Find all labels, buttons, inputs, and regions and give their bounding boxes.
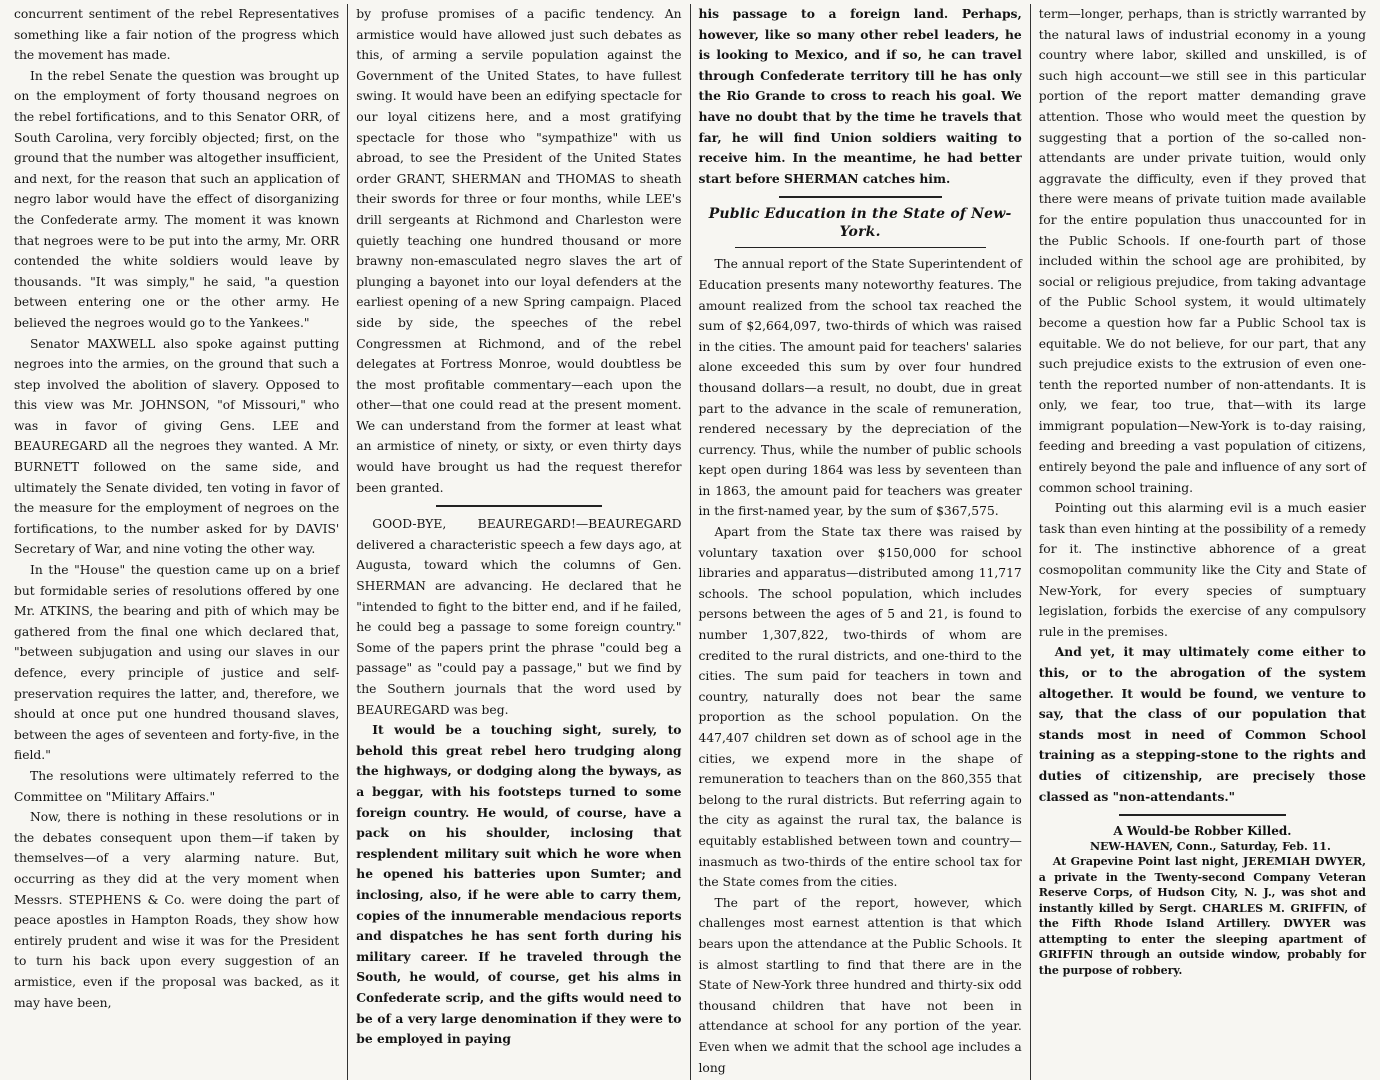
column-4	[1031, 4, 1374, 1080]
paragraph: The annual report of the State Superintendent of Education presents many noteworthy features. The amount realized from the school tax reached the sum of $2,664,097, two-thirds of which was raised in the cities. The amount paid for teachers' salaries alone exceeded this sum by over four hundred thousand dollars—a result, no doubt, due in great part to the advance in the scale of remuneration, rendered necessary by the depreciation of the currency. Thus, while the number of public schools kept open during 1864 was less by seventeen than in 1863, the amount paid for teachers was greater in the first-named year, by the sum of $367,575.	[698, 257, 1022, 519]
column-2	[348, 4, 689, 1080]
section-divider	[779, 196, 942, 198]
paragraph: by profuse promises of a pacific tendency. An armistice would have allowed just such debates as this, of arming a servile population against the Government of the United States, to have fullest swing. It would have been an edifying spectacle for our loyal citizens here, and a most gratifying spectacle for those who "sympathize" with us abroad, to see the President of the United States order GRANT, SHERMAN and THOMAS to sheath their swords for three or four months, while LEE's drill sergeants at Richmond and Charleston were quietly teaching one hundred thousand or more brawny non-emasculated negro slaves the art of plunging a bayonet into our loyal defenders at the earliest opening of a new Spring campaign. Placed side by side, the speeches of the rebel Congressmen at Richmond, and of the rebel delegates at Fortress Monroe, would doubtless be the most profitable commentary—each upon the other—that one could read at the present moment. We can understand from the former at least what an armistice of ninety, or sixty, or even thirty days would have brought us had the request therefor been granted.	[356, 7, 682, 495]
heading-rule	[735, 247, 986, 248]
section-divider	[436, 505, 601, 507]
paragraph: The resolutions were ultimately referred to the Committee on "Military Affairs."	[14, 768, 340, 804]
section-divider	[1119, 814, 1286, 816]
paragraph: term—longer, perhaps, than is strictly warranted by the natural laws of industrial economy in a young country where labor, skilled and unskilled, is of such high account—we still see in this particular portion of the report matter demanding grave attention. Those who would meet the question by suggesting that a portion of the so-called non-attendants are under private tuition, would only aggravate the difficulty, even if they proved that there were means of private tuition made available for the entire population thus unaccounted for in the Public Schools. If one-fourth part of those included within the school age are prohibited, by social or religious prejudice, from taking advantage of the Public School system, it would ultimately become a question how far a Public School tax is equitable. We do not believe, for our part, that any such prejudice exists to the extrusion of even one-tenth the reported number of non-attendants. It is only, we fear, too true, that—with its large immigrant population—New-York is to-day raising, feeding and breeding a vast population of citizens, entirely beyond the pale and influence of any sort of common school training.	[1038, 7, 1366, 495]
paragraph: Apart from the State tax there was raised by voluntary taxation over $150,000 for school libraries and apparatus—distributed among 11,717 schools. The school population, which includes persons between the ages of 5 and 21, is found to number 1,307,822, two-thirds of whom are credited to the rural districts, and one-third to the cities. The sum paid for teachers in town and country, naturally does not bear the same proportion as the school population. On the 447,407 children set down as of school age in the cities, we expend more in the shape of remuneration to teachers than on the 860,355 that belong to the rural districts. But referring again to the city as against the rural tax, the balance is equitably established between town and country—inasmuch as two-thirds of the entire school tax for the State comes from the cities.	[698, 525, 1022, 890]
bold-section	[1039, 642, 1366, 807]
bold-section	[699, 4, 1022, 189]
paragraph: At Grapevine Point last night, JEREMIAH DWYER, a private in the Twenty-second Company Veteran Reserve Corps, of Hudson City, N. J., was shot and instantly killed by Sergt. CHARLES M. GRIFFIN, of the Fifth Rhode Island Artillery. DWYER was attempting to enter the sleeping apartment of GRIFFIN through an outside window, probably for the purpose of robbery.	[1038, 855, 1366, 977]
paragraph: concurrent sentiment of the rebel Representatives something like a fair notion of the progress which the movement has made.	[14, 7, 340, 63]
column-3	[691, 4, 1030, 1080]
paragraph: GOOD-BYE, BEAUREGARD!—BEAUREGARD delivered a characteristic speech a few days ago, at Augusta, toward which the columns of Gen. SHERMAN are advancing. He declared that he "intended to fight to the bitter end, and if he failed, he could beg a passage to some foreign country." Some of the papers print the phrase "could beg a passage" as "could pay a passage," but we find by the Southern journals that the word used by BEAUREGARD was beg.	[356, 517, 682, 717]
small-print-section	[1039, 854, 1366, 978]
bold-section	[356, 720, 681, 1050]
article-heading: Public Education in the State of New-York.	[708, 206, 1012, 241]
dateline: NEW-HAVEN, Conn., Saturday, Feb. 11.	[1089, 840, 1331, 854]
paragraph: In the "House" the question came up on a brief but formidable series of resolutions offered by one Mr. ATKINS, the bearing and pith of which may be gathered from the final one which declared that, "between subjugation and using our slaves in our defence, every principle of justice and self-preservation requires the latter, and, therefore, we should at once put one hundred thousand slaves, between the ages of seventeen and forty-five, in the field."	[14, 563, 340, 763]
paragraph: his passage to a foreign land. Perhaps, however, like so many other rebel leaders, he is looking to Mexico, and if so, he can travel through Confederate territory till he has only the Rio Grande to cross to reach his goal. We have no doubt that by the time he travels that far, he will find Union soldiers waiting to receive him. In the meantime, he had better start before SHERMAN catches him.	[698, 6, 1022, 186]
paragraph: Pointing out this alarming evil is a much easier task than even hinting at the possibility of a remedy for it. The instinctive abhorence of a great cosmopolitan community like the City and State of New-York, for every species of sumptuary legislation, forbids the exercise of any compulsory rule in the premises.	[1038, 501, 1366, 639]
article-heading: A Would-be Robber Killed.	[1113, 824, 1292, 839]
column-1	[6, 4, 347, 1080]
paragraph: And yet, it may ultimately come either to this, or to the abrogation of the system altogether. It would be found, we venture to say, that the class of our population that stands most in need of Common School training as a stepping-stone to the rights and duties of citizenship, are precisely those classed as "non-attendants."	[1038, 644, 1366, 804]
paragraph: Senator MAXWELL also spoke against putting negroes into the armies, on the ground that such a step involved the abolition of slavery. Opposed to this view was Mr. JOHNSON, "of Missouri," who was in favor of giving Gens. LEE and BEAUREGARD all the negroes they wanted. A Mr. BURNETT followed on the same side, and ultimately the Senate divided, ten voting in favor of the measure for the employment of negroes on the fortifications, to the number asked for by DAVIS' Secretary of War, and nine voting the other way.	[14, 336, 340, 557]
paragraph: It would be a touching sight, surely, to behold this great rebel hero trudging along the highways, or dodging along the byways, as a beggar, with his footsteps turned to some foreign country. He would, of course, have a pack on his shoulder, inclosing that resplendent military suit which he wore when he opened his batteries upon Sumter; and inclosing, also, if he were able to carry them, copies of the innumerable mendacious reports and dispatches he has sent forth during his military career. If he traveled through the South, he would, of course, get his alms in Confederate scrip, and the gifts would need to be of a very large denomination if they were to be employed in paying	[356, 722, 682, 1047]
paragraph: In the rebel Senate the question was brought up on the employment of forty thousand negroes on the rebel fortifications, and to this Senator ORR, of South Carolina, very forcibly objected; first, on the ground that the number was altogether insufficient, and next, for the reason that such an application of negro labor would have the effect of disorganizing the Confederate army. The moment it was known that negroes were to be put into the army, Mr. ORR contended the white soldiers would leave by thousands. "It was simply," he said, "a question between entering one or the other army. He believed the negroes would go to the Yankees."	[14, 68, 340, 330]
paragraph: The part of the report, however, which challenges most earnest attention is that which bears upon the attendance at the Public Schools. It is almost startling to find that there are in the State of New-York three hundred and thirty-six odd thousand children that have not been in attendance at school for any portion of the year. Even when we admit that the school age includes a long	[698, 895, 1022, 1075]
paragraph: Now, there is nothing in these resolutions or in the debates consequent upon them—if taken by themselves—of a very alarming nature. But, occurring as they did at the very moment when Messrs. STEPHENS & Co. were doing the part of peace apostles in Hampton Roads, they show how entirely prudent and wise it was for the President to turn his back upon every suggestion of an armistice, even if the proposal was backed, as it may have been,	[14, 810, 340, 1010]
